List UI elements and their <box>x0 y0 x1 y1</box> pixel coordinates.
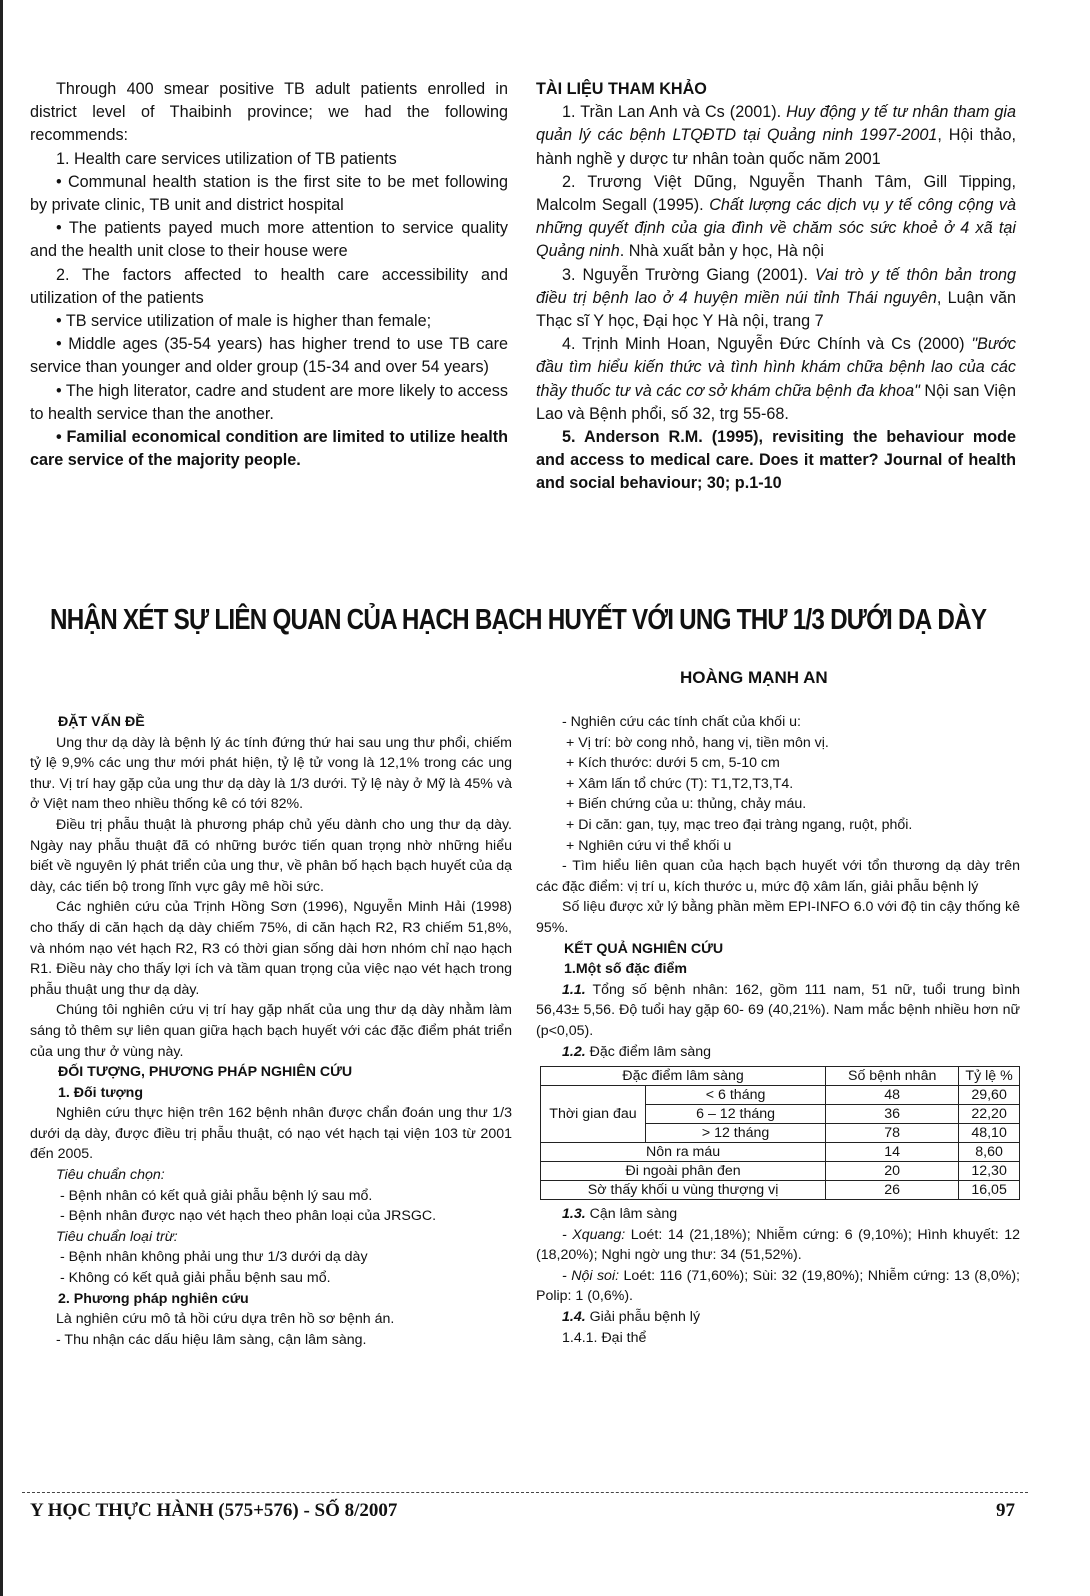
section-heading-methods: ĐỐI TƯỢNG, PHƯƠNG PHÁP NGHIÊN CỨU <box>58 1064 353 1081</box>
paragraph: - Tìm hiểu liên quan của hạch bạch huyết với tổn thương dạ dày trên các đặc điểm: vị trí u, kích thước u, mức độ xâm lấn, giải phẫu bệnh lý <box>536 858 1020 895</box>
recommendation-bullet: • The patients payed much more attention to service quality and the health unit close to their house were <box>30 219 508 261</box>
paragraph: - Thu nhận các dấu hiệu lâm sàng, cận lâm sàng. <box>56 1331 367 1348</box>
page-number: 97 <box>996 1500 1015 1521</box>
article-title: NHẬN XÉT SỰ LIÊN QUAN CỦA HẠCH BẠCH HUYẾT VỚI UNG THƯ 1/3 DƯỚI DẠ DÀY <box>50 604 987 636</box>
scan-edge <box>0 0 3 1596</box>
table-cell: 16,05 <box>959 1181 1020 1200</box>
table-row <box>541 1162 1020 1181</box>
table-cell: 78 <box>826 1124 959 1143</box>
table-cell: 26 <box>826 1181 959 1200</box>
table-header-cell: Đặc điểm lâm sàng <box>541 1067 826 1086</box>
paragraph: - Xquang: Loét: 14 (21,18%); Nhiễm cứng: 6 (9,10%); Hình khuyết: 12 (18,20%); Nghi ngờ ung thư: 34 (51,52%). <box>536 1226 1020 1264</box>
paragraph: 1.1. Tổng số bệnh nhân: 162, gồm 111 nam, 51 nữ, tuổi trung bình 56,43± 5,56. Độ tuổi hay gặp 60- 69 (40,21%). Nam mắc bệnh nhiều hơn nữ (p<0,05). <box>536 981 1020 1039</box>
reference-item: 5. Anderson R.M. (1995), revisiting the behaviour mode and access to medical care. Does it matter? Journal of health and social behaviour; 30; p.1-10 <box>536 428 1016 493</box>
table-cell: 6 – 12 tháng <box>646 1105 826 1124</box>
list-item: + Nghiên cứu vi thể khối u <box>566 837 732 854</box>
references-heading: TÀI LIỆU THAM KHẢO <box>536 80 707 98</box>
paragraph: Là nghiên cứu mô tả hồi cứu dựa trên hồ sơ bệnh án. <box>56 1311 395 1328</box>
table-header-cell: Số bệnh nhân <box>826 1067 959 1086</box>
table-cell: Thời gian đau <box>541 1086 646 1143</box>
recommendation-bullet: • The high literator, cadre and student are more likely to access to health service than the another. <box>30 381 508 423</box>
paragraph: 1.4. Giải phẫu bệnh lý <box>562 1309 701 1326</box>
article-left-column <box>30 712 512 1350</box>
table-cell: Sờ thấy khối u vùng thượng vị <box>541 1181 826 1200</box>
table-cell: 8,60 <box>959 1143 1020 1162</box>
paragraph: Chúng tôi nghiên cứu vị trí hay gặp nhất của ung thư dạ dày nhằm làm sáng tỏ thêm sự liên quan giữa hạch bạch huyết với các đặc điểm phát triển của ung thư ở vùng này. <box>30 1002 512 1060</box>
paragraph: Các nghiên cứu của Trịnh Hồng Sơn (1996), Nguyễn Minh Hải (1998) cho thấy di căn hạch dạ dày chiếm 75%, di căn hạch R2, R3 chiếm 51,8%, và nhóm nạo vét hạch R2, R3 có thời gian sống dài hơn nhóm chỉ nạo hạch R1. Điều này cho thấy lợi ích và tầm quan trọng của việc nạo vét hạch trong phẫu thuật ung thư dạ dày. <box>30 899 512 998</box>
paragraph: Ung thư dạ dày là bệnh lý ác tính đứng thứ hai sau ung thư phổi, chiếm tỷ lệ 9,9% các ung thư mới phát hiện, tỷ lệ tử vong là 12,1% trong các ung thư. Vị trí hay gặp của ung thư dạ dày là 1/3 dưới. Tỷ lệ này ở Mỹ là 45% và ở Việt nam theo nhiều thống kê có tới 82%. <box>30 734 512 813</box>
recommendation-bullet: • Familial economical condition are limited to utilize health care service of the majority people. <box>30 428 508 470</box>
table-cell: 48 <box>826 1086 959 1105</box>
clinical-features-table <box>540 1066 1020 1200</box>
table-cell: 29,60 <box>959 1086 1020 1105</box>
table-cell: 22,20 <box>959 1105 1020 1124</box>
reference-item: 4. Trịnh Minh Hoan, Nguyễn Đức Chính và Cs (2000) "Bước đầu tìm hiểu kiến thức và tình hình khám chữa bệnh lao của các thầy thuốc tư và các cơ sở khám chữa bệnh đa khoa" Nội san Viện Lao và Bệnh phổi, số 32, trg 55-68. <box>536 335 1016 423</box>
recommendation-heading-1: 1. Health care services utilization of TB patients <box>56 149 397 168</box>
article-author: HOÀNG MẠNH AN <box>680 668 828 687</box>
footer-divider <box>22 1492 1028 1493</box>
paragraph: Nghiên cứu thực hiện trên 162 bệnh nhân được chẩn đoán ung thư 1/3 dưới dạ dày, được điều trị phẫu thuật, có nạo vét hạch tại viện 103 từ 2001 đến 2005. <box>30 1105 512 1163</box>
table-cell: 12,30 <box>959 1162 1020 1181</box>
recommendation-bullet: • TB service utilization of male is higher than female; <box>56 312 432 331</box>
table-cell: 20 <box>826 1162 959 1181</box>
reference-item: 1. Trần Lan Anh và Cs (2001). Huy động y tế tư nhân tham gia quản lý các bệnh LTQĐTD tại Quảng ninh 1997-2001, Hội thảo, hành nghề y dược tư nhân toàn quốc năm 2001 <box>536 103 1016 168</box>
list-item: + Di căn: gan, tụy, mạc treo đại tràng ngang, ruột, phổi. <box>566 816 913 833</box>
subsection-heading-characteristics: 1.Một số đặc điểm <box>564 961 687 978</box>
recommendation-bullet: • Communal health station is the first site to be met following by private clinic, TB unit and district hospital <box>30 172 508 215</box>
subsection-heading-method: 2. Phương pháp nghiên cứu <box>58 1290 249 1307</box>
subsection-heading-subjects: 1. Đối tượng <box>58 1084 143 1101</box>
table-cell: > 12 tháng <box>646 1124 826 1143</box>
exclusion-criteria-label: Tiêu chuẩn loại trừ: <box>56 1228 178 1245</box>
reference-item: 2. Trương Việt Dũng, Nguyễn Thanh Tâm, Gill Tipping, Malcolm Segall (1995). Chất lượng các dịch vụ y tế công cộng và những quyết định của gia đình về chăm sóc sức khoẻ ở 4 xã tại Quảng ninh. Nhà xuất bản y học, Hà nội <box>536 172 1016 261</box>
journal-name: Y HỌC THỰC HÀNH (575+576) - SỐ 8/2007 <box>30 1500 398 1521</box>
table-row <box>541 1181 1020 1200</box>
list-item: + Vị trí: bờ cong nhỏ, hang vị, tiền môn vị. <box>566 734 829 751</box>
table-cell: 14 <box>826 1143 959 1162</box>
table-cell: Nôn ra máu <box>541 1143 826 1162</box>
table-cell: 48,10 <box>959 1124 1020 1143</box>
recommendations-intro: Through 400 smear positive TB adult patients enrolled in district level of Thaibinh province; we had the following recommends: <box>30 80 508 145</box>
paragraph: - Nội soi: Loét: 116 (71,60%); Sùi: 32 (19,80%); Nhiễm cứng: 13 (8,0%); Polip: 1 (0,6%). <box>536 1267 1021 1305</box>
section-heading-intro: ĐẶT VẤN ĐỀ <box>58 714 145 730</box>
paragraph: 1.4.1. Đại thể <box>562 1329 647 1346</box>
list-item: + Biến chứng của u: thủng, chảy máu. <box>566 796 807 813</box>
table-header-cell: Tỷ lệ % <box>959 1067 1020 1086</box>
section-heading-results: KẾT QUẢ NGHIÊN CỨU <box>564 940 724 957</box>
table-cell: < 6 tháng <box>646 1086 826 1105</box>
paragraph: 1.2. Đặc điểm lâm sàng <box>562 1043 712 1060</box>
criteria-item: - Bệnh nhân có kết quả giải phẫu bệnh lý sau mổ. <box>60 1187 373 1204</box>
criteria-item: - Không có kết quả giải phẫu bệnh sau mổ. <box>60 1270 331 1287</box>
table-row <box>541 1086 1020 1105</box>
recommendations-column <box>30 78 508 472</box>
article-right-column <box>536 712 1020 1348</box>
recommendation-bullet: • Middle ages (35-54 years) has higher trend to use TB care service than younger and older group (15-34 and over 54 years) <box>30 335 508 377</box>
paragraph: Điều trị phẫu thuật là phương pháp chủ yếu dành cho ung thư dạ dày. Ngày nay phẫu thuật đã có những bước tiến quan trọng nhờ những hiểu biết về nguyên lý phát triển của ung thư, về phân bố hạch bạch huyết của dạ dày, các tiến bộ trong lĩnh vực gây mê hồi sức. <box>30 816 512 895</box>
table-row <box>541 1143 1020 1162</box>
table-header-row <box>541 1067 1020 1086</box>
table-cell: Đi ngoài phân đen <box>541 1162 826 1181</box>
criteria-item: - Bệnh nhân không phải ung thư 1/3 dưới dạ dày <box>60 1249 368 1266</box>
paragraph: Số liệu được xử lý bằng phần mềm EPI-INFO 6.0 với độ tin cậy thống kê 95%. <box>536 899 1020 936</box>
inclusion-criteria-label: Tiêu chuẩn chọn: <box>56 1167 165 1184</box>
list-item: + Kích thước: dưới 5 cm, 5-10 cm <box>566 755 780 772</box>
recommendation-heading-2: 2. The factors affected to health care accessibility and utilization of the patients <box>30 265 508 307</box>
criteria-item: - Bệnh nhân được nạo vét hạch theo phân loại của JRSGC. <box>60 1208 437 1225</box>
list-item: - Nghiên cứu các tính chất của khối u: <box>562 714 801 730</box>
paragraph: 1.3. Cận lâm sàng <box>562 1206 678 1223</box>
table-cell: 36 <box>826 1105 959 1124</box>
reference-item: 3. Nguyễn Trường Giang (2001). Vai trò y tế thôn bản trong điều trị bệnh lao ở 4 huyện miền núi tỉnh Thái nguyên, Luận văn Thạc sĩ Y học, Đại học Y Hà nội, trang 7 <box>536 265 1016 331</box>
list-item: + Xâm lấn tổ chức (T): T1,T2,T3,T4. <box>566 775 794 792</box>
references-column <box>536 78 1016 496</box>
